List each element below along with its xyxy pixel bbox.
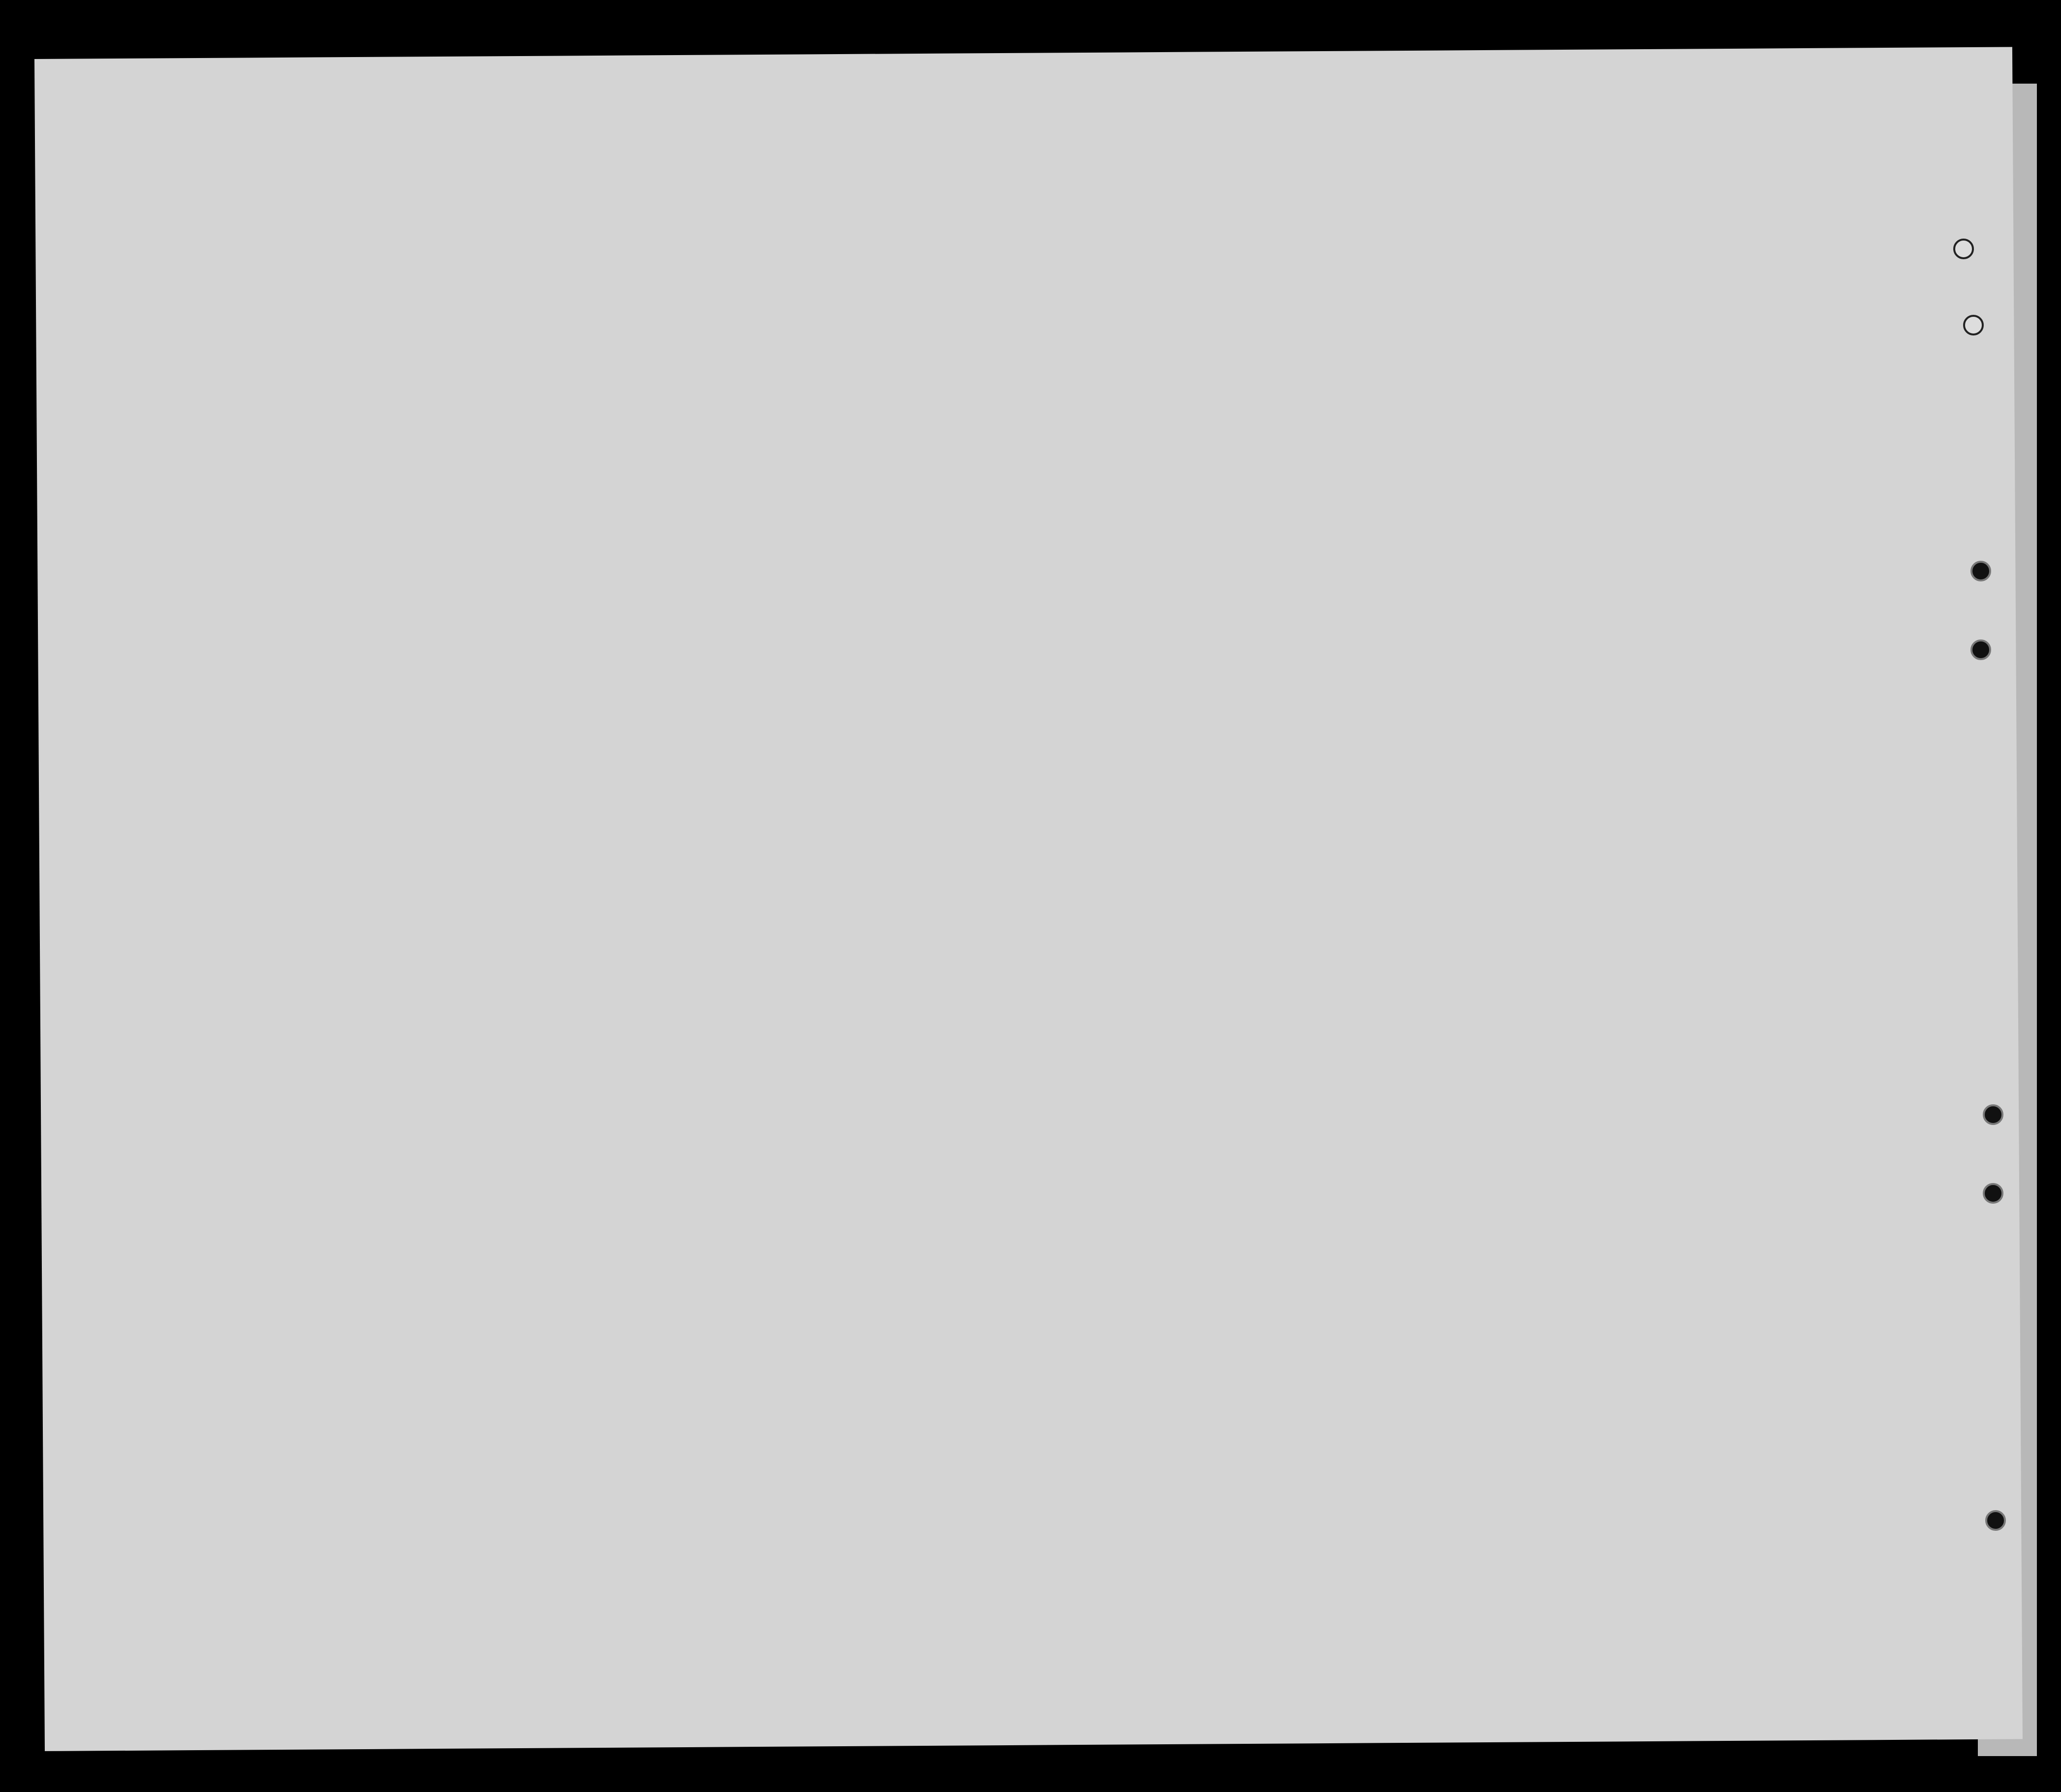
binder-hole [1970,639,1991,660]
binder-hole [1983,1183,2003,1204]
manifest-sheet [34,47,2023,1751]
binder-hole [1985,1510,2006,1531]
binder-hole [1970,561,1991,581]
binder-hole [1963,315,1984,335]
binder-hole [1953,239,1974,259]
binder-hole [1983,1104,2003,1125]
ruled-grid [34,47,2023,1751]
